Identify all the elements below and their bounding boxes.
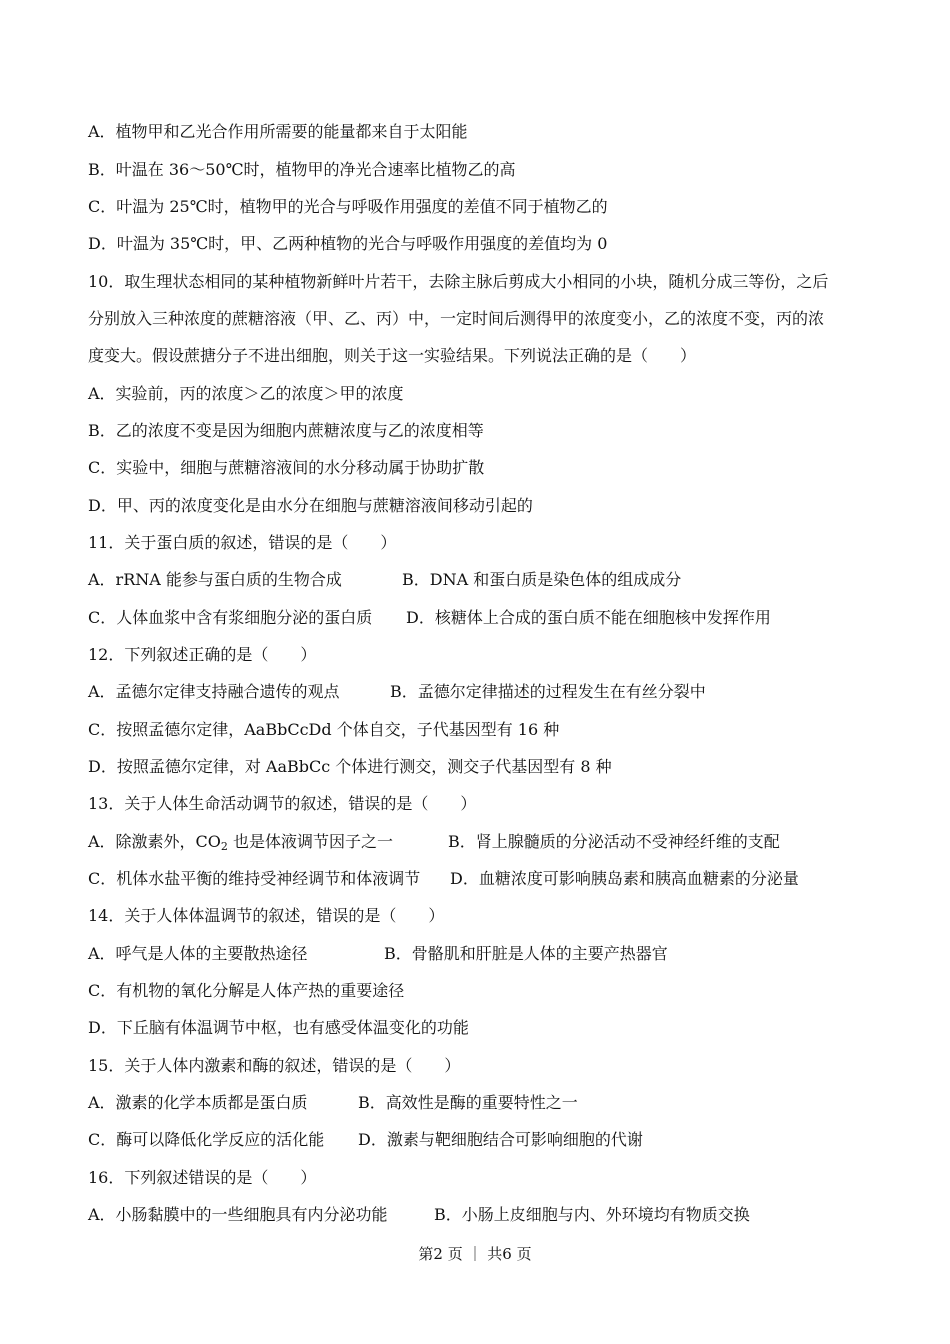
q16-option-a: A．小肠黏膜中的一些细胞具有内分泌功能 (88, 1205, 388, 1224)
q10-stem-line3: 度变大。假设蔗搪分子不进出细胞，则关于这一实验结果。下列说法正确的是（ ） (88, 346, 697, 365)
q9-option-c: C．叶温为 25℃时，植物甲的光合与呼吸作用强度的差值不同于植物乙的 (88, 197, 608, 216)
q12-option-c: C．按照孟德尔定律，AaBbCcDd 个体自交，子代基因型有 16 种 (88, 720, 560, 739)
q15-stem: 15．关于人体内激素和酶的叙述，错误的是（ ） (88, 1056, 461, 1075)
q10-stem-line1: 10．取生理状态相同的某种植物新鲜叶片若干，去除主脉后剪成大小相同的小块，随机分成三等份，之后 (88, 272, 829, 291)
q12-option-d: D．按照孟德尔定律，对 AaBbCc 个体进行测交，测交子代基因型有 8 种 (88, 757, 612, 776)
q13-options-cd (88, 869, 799, 889)
q10-stem-line2: 分别放入三种浓度的蔗糖溶液（甲、乙、丙）中，一定时间后测得甲的浓度变小，乙的浓度不变，丙的浓 (88, 309, 825, 328)
q10-option-c: C．实验中，细胞与蔗糖溶液间的水分移动属于协助扩散 (88, 458, 485, 477)
q15-option-b: B．高效性是酶的重要特性之一 (358, 1093, 578, 1112)
page-footer: 第2 页 ｜ 共6 页 (418, 1245, 532, 1263)
q9-option-b: B．叶温在 36～50℃时，植物甲的净光合速率比植物乙的高 (88, 160, 516, 179)
q11-option-d: D．核糖体上合成的蛋白质不能在细胞核中发挥作用 (406, 608, 771, 627)
q16-option-b: B．小肠上皮细胞与内、外环境均有物质交换 (434, 1205, 750, 1224)
q13-option-a: A．除激素外，$CO_2$ 也是体液调节因子之一 (88, 832, 394, 853)
q10-option-b: B．乙的浓度不变是因为细胞内蔗糖浓度与乙的浓度相等 (88, 421, 484, 440)
q14-option-c: C．有机物的氧化分解是人体产热的重要途径 (88, 981, 405, 1000)
q11-options-ab (88, 570, 682, 590)
q13-option-c: C．机体水盐平衡的维持受神经调节和体液调节 (88, 869, 421, 888)
q15-option-a: A．激素的化学本质都是蛋白质 (88, 1093, 308, 1112)
q15-option-d: D．激素与靶细胞结合可影响细胞的代谢 (358, 1130, 643, 1149)
q14-option-b: B．骨骼肌和肝脏是人体的主要产热器官 (384, 944, 668, 963)
q12-stem: 12．下列叙述正确的是（ ） (88, 645, 317, 664)
q13-options-ab (88, 832, 780, 857)
q13-option-d: D．血糖浓度可影响胰岛素和胰高血糖素的分泌量 (450, 869, 799, 888)
q16-stem: 16．下列叙述错误的是（ ） (88, 1168, 317, 1187)
q12-option-a: A．孟德尔定律支持融合遗传的观点 (88, 682, 340, 701)
q14-options-ab (88, 944, 668, 964)
q9-option-a: A．植物甲和乙光合作用所需要的能量都来自于太阳能 (88, 122, 468, 141)
q11-options-cd (88, 608, 771, 628)
q14-option-d: D．下丘脑有体温调节中枢，也有感受体温变化的功能 (88, 1018, 469, 1037)
q9-option-d: D．叶温为 35℃时，甲、乙两种植物的光合与呼吸作用强度的差值均为 0 (88, 234, 608, 253)
q15-option-c: C．酶可以降低化学反应的活化能 (88, 1130, 325, 1149)
q10-option-a: A．实验前，丙的浓度＞乙的浓度＞甲的浓度 (88, 384, 404, 403)
q16-options-ab (88, 1205, 750, 1225)
q12-options-ab (88, 682, 706, 702)
q14-option-a: A．呼气是人体的主要散热途径 (88, 944, 308, 963)
q15-options-cd (88, 1130, 643, 1150)
q11-option-c: C．人体血浆中含有浆细胞分泌的蛋白质 (88, 608, 373, 627)
q11-option-b: B．DNA 和蛋白质是染色体的组成成分 (402, 570, 682, 589)
q14-stem: 14．关于人体体温调节的叙述，错误的是（ ） (88, 906, 445, 925)
q13-stem: 13．关于人体生命活动调节的叙述，错误的是（ ） (88, 794, 477, 813)
q11-option-a: A．rRNA 能参与蛋白质的生物合成 (88, 570, 342, 589)
q11-stem: 11．关于蛋白质的叙述，错误的是（ ） (88, 533, 397, 552)
q12-option-b: B．孟德尔定律描述的过程发生在有丝分裂中 (390, 682, 706, 701)
q10-option-d: D．甲、丙的浓度变化是由水分在细胞与蔗糖溶液间移动引起的 (88, 496, 533, 515)
q13-option-b: B．肾上腺髓质的分泌活动不受神经纤维的支配 (448, 832, 780, 851)
q15-options-ab (88, 1093, 578, 1113)
